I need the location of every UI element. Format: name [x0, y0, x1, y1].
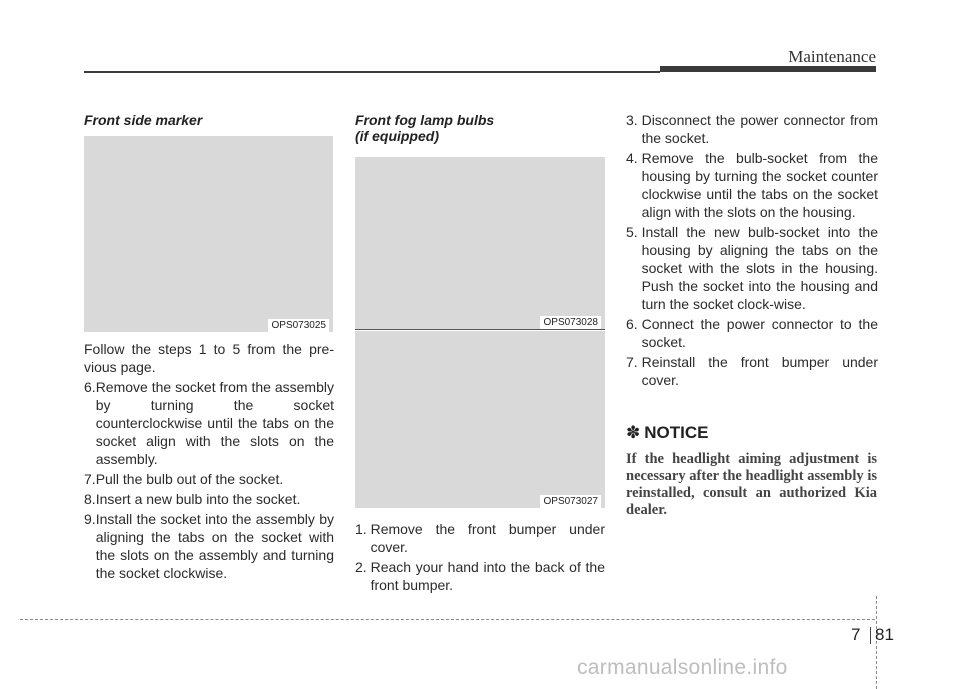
list-item [626, 315, 878, 351]
step-text: Disconnect the power connector from the socket. [641, 112, 878, 146]
notice-heading [626, 423, 708, 443]
step-number: 2. [355, 559, 371, 575]
fog-lamp-photo-top [355, 157, 605, 329]
photo-divider [355, 329, 605, 330]
step-number: 6. [626, 316, 642, 332]
photo-caption: OPS073027 [540, 495, 602, 508]
step-number: 5. [626, 224, 642, 240]
list-item [84, 378, 334, 468]
step-number: 4. [626, 150, 642, 166]
step-text: Insert a new bulb into the socket. [95, 491, 301, 507]
front-side-marker-heading: Front side marker [84, 112, 203, 128]
page-number: 81 [875, 625, 894, 644]
header-rule [84, 71, 660, 73]
col1-text [84, 340, 334, 584]
notice-star-icon: ✽ [626, 423, 641, 442]
list-item [626, 353, 878, 389]
step-number: 8. [84, 491, 96, 507]
step-text: Remove the front bumper under cover. [370, 521, 605, 555]
step-number: 6. [84, 379, 96, 395]
fog-lamp-photo-bottom [355, 331, 605, 508]
col3-text [626, 111, 878, 391]
section-title: Maintenance [788, 47, 876, 66]
list-item [355, 558, 605, 594]
list-item [626, 149, 878, 221]
list-item [84, 470, 334, 488]
list-item [84, 510, 334, 582]
step-number: 1. [355, 521, 371, 537]
photo-caption: OPS073028 [540, 316, 602, 329]
step-number: 9. [84, 511, 96, 527]
step-number: 7. [626, 354, 642, 370]
intro-paragraph: Follow the steps 1 to 5 from the pre-vious page. [84, 341, 334, 375]
heading-line: Front fog lamp bulbs [355, 112, 495, 128]
step-number: 3. [626, 112, 642, 128]
step-text: Install the socket into the assembly by aligning the tabs on the socket with the slots on the assembly and turning the socket clockwise. [95, 511, 334, 581]
list-item [84, 490, 334, 508]
heading-line: (if equipped) [355, 128, 439, 144]
photo-caption: OPS073025 [268, 319, 330, 332]
step-text: Reach your hand into the back of the front bumper. [370, 559, 605, 593]
page-number-divider [870, 627, 871, 644]
col2-text [355, 520, 605, 596]
step-text: Remove the bulb-socket from the housing by turning the socket counter clockwise until the tabs on the socket align with the slots on the housing. [641, 150, 878, 220]
header-rule-accent [660, 66, 876, 72]
notice-title: NOTICE [644, 423, 709, 442]
step-text: Reinstall the front bumper under cover. [641, 354, 878, 388]
step-text: Install the new bulb-socket into the housing by aligning the tabs on the socket with the slots in the housing. Push the socket into the housing and turn the socket clock-wise. [641, 224, 878, 312]
step-text: Remove the socket from the assembly by turning the socket counterclockwise until the tabs on the socket align with the slots on the assembly. [95, 379, 334, 467]
chapter-number: 7 [851, 625, 861, 644]
front-fog-lamp-heading [355, 112, 494, 144]
footer-dashed-rule [20, 619, 875, 620]
notice-body: If the headlight aiming adjustment is necessary after the headlight assembly is reinstalled, consult an authorized Kia dealer. [626, 451, 877, 518]
list-item [626, 111, 878, 147]
step-number: 7. [84, 471, 96, 487]
list-item [355, 520, 605, 556]
watermark: carmanualsonline.info [577, 656, 788, 679]
step-text: Connect the power connector to the socket. [641, 316, 878, 350]
step-text: Pull the bulb out of the socket. [95, 471, 284, 487]
list-item [626, 223, 878, 313]
front-side-marker-photo [84, 136, 333, 332]
